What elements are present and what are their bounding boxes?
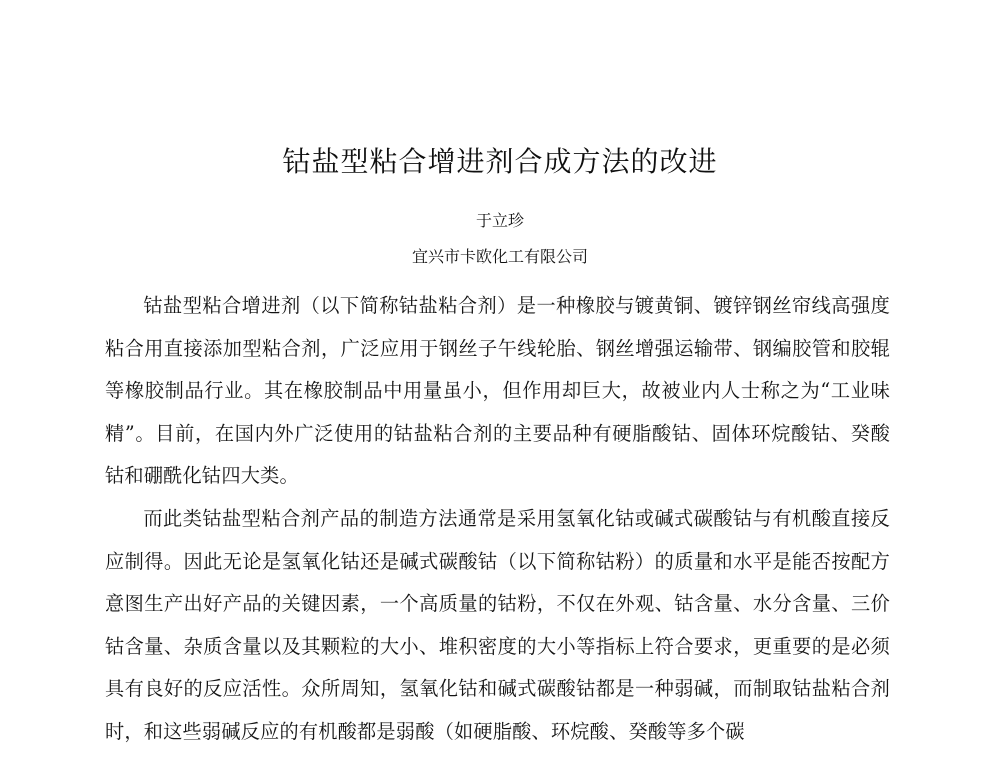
author-name: 于立珍 [475, 211, 524, 230]
paper-title: 钴盐型粘合增进剂合成方法的改进 [282, 145, 718, 178]
author-affiliation: 宜兴市卡欧化工有限公司 [411, 247, 588, 266]
body-paragraph-1: 钴盐型粘合增进剂（以下简称钴盐粘合剂）是一种橡胶与镀黄铜、镀锌钢丝帘线高强度粘合用直接添加型粘合剂，广泛应用于钢丝子午线轮胎、钢丝增强运输带、钢编胶管和胶辊等橡胶制品行业。其在橡胶制品中用量虽小，但作用却巨大，故被业内人士称之为“工业味精”。目前，在国内外广泛使用的钴盐粘合剂的主要品种有硬脂酸钴、固体环烷酸钴、癸酸钴和硼酰化钴四大类。 [105, 294, 890, 488]
paper-body [105, 285, 890, 760]
body-paragraph-2: 而此类钴盐型粘合剂产品的制造方法通常是采用氢氧化钴或碱式碳酸钴与有机酸直接反应制得。因此无论是氢氧化钴还是碱式碳酸钴（以下简称钴粉）的质量和水平是能否按配方意图生产出好产品的关键因素，一个高质量的钴粉，不仅在外观、钴含量、水分含量、三价钴含量、杂质含量以及其颗粒的大小、堆积密度的大小等指标上符合要求，更重要的是必须具有良好的反应活性。众所周知，氢氧化钴和碱式碳酸钴都是一种弱碱，而制取钴盐粘合剂时，和这些弱碱反应的有机酸都是弱酸（如硬脂酸、环烷酸、癸酸等多个碳 [105, 506, 890, 743]
